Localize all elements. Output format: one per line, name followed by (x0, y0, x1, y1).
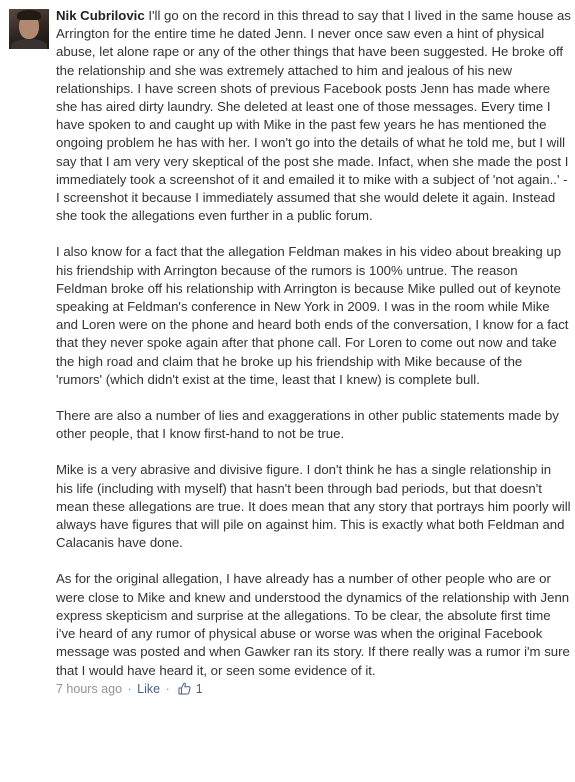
like-button[interactable]: Like (137, 681, 161, 696)
thumbs-up-icon[interactable] (178, 682, 191, 700)
comment-paragraph-2: I also know for a fact that the allegation Feldman makes in his video about breaking up his friendship with Arrington because of the rumors is 100% untrue. The reason Feldman broke off his relationship with Arrington is because Mike pulled out of keynote speaking at Feldman's conference in New York in 2009. I was in the room while Mike and Loren were on the phone and heard both ends of the conversation, I know for a fact that they never spoke again after that phone call. For Loren to come out now and take the high road and claim that he broke up his friendship with Mike because of the 'rumors' (which didn't exist at the time, least that I knew) is complete bull. (56, 244, 569, 387)
comment-paragraph-4: Mike is a very abrasive and divisive figure. I don't think he has a single relationship in his life (including with myself) that hasn't been through bad periods, but that doesn't mean these allegations are true. It does mean that any story that portrays him poorly will always have figures that will pile on against him. This is exactly what both Feldman and Calacanis have done. (56, 462, 571, 551)
comment-meta (56, 680, 571, 700)
like-count[interactable]: 1 (195, 681, 203, 696)
meta-separator: · (127, 681, 132, 696)
avatar-shoulders (11, 39, 47, 49)
comment-paragraph-3: There are also a number of lies and exaggerations in other public statements made by other people, that I know first-hand to not be true. (56, 408, 559, 442)
avatar-hair (17, 10, 41, 20)
comment-body (56, 7, 571, 700)
timestamp[interactable]: 7 hours ago (56, 681, 123, 696)
avatar[interactable] (9, 9, 49, 49)
comment-paragraph-5: As for the original allegation, I have already has a number of other people who are or were close to Mike and knew and understood the dynamics of the relationship with Jenn express skepticism and surprise at the allegations. To be clear, the absolute first time i've heard of any rumor of physical abuse or worse was when the original Facebook message was posted and when Gawker ran its story. If there really was a rumor i'm sure that I would have heard it, or seen some evidence of it. (56, 571, 570, 678)
meta-separator-2: · (165, 681, 170, 696)
comment-text-1: I'll go on the record in this thread to say that I lived in the same house as Arrington for the entire time he dated Jenn. I never once saw even a hint of physical abuse, let alone rape or any of the other things that have been suggested. He broke off the relationship and she was extremely attached to him and jealous of his new relationships. I have screen shots of previous Facebook posts Jenn has made where she has aired dirty laundry. She deleted at least one of those messages. Every time I have spoken to and caught up with Mike in the past few years he has mentioned the ongoing problem he has with her. I won't go into the details of what he told me, but I will say that I am very very skeptical of the post she made. Infact, when she made the post I immediately took a screenshot of it and emailed it to mike with a subject of 'not again..' - I screenshot it because I immediately assumed that she would delete it again. Instead she took the allegations even further in a public forum. (56, 8, 571, 224)
author-name[interactable]: Nik Cubrilovic (56, 8, 145, 23)
comment-paragraph-1 (56, 7, 571, 225)
